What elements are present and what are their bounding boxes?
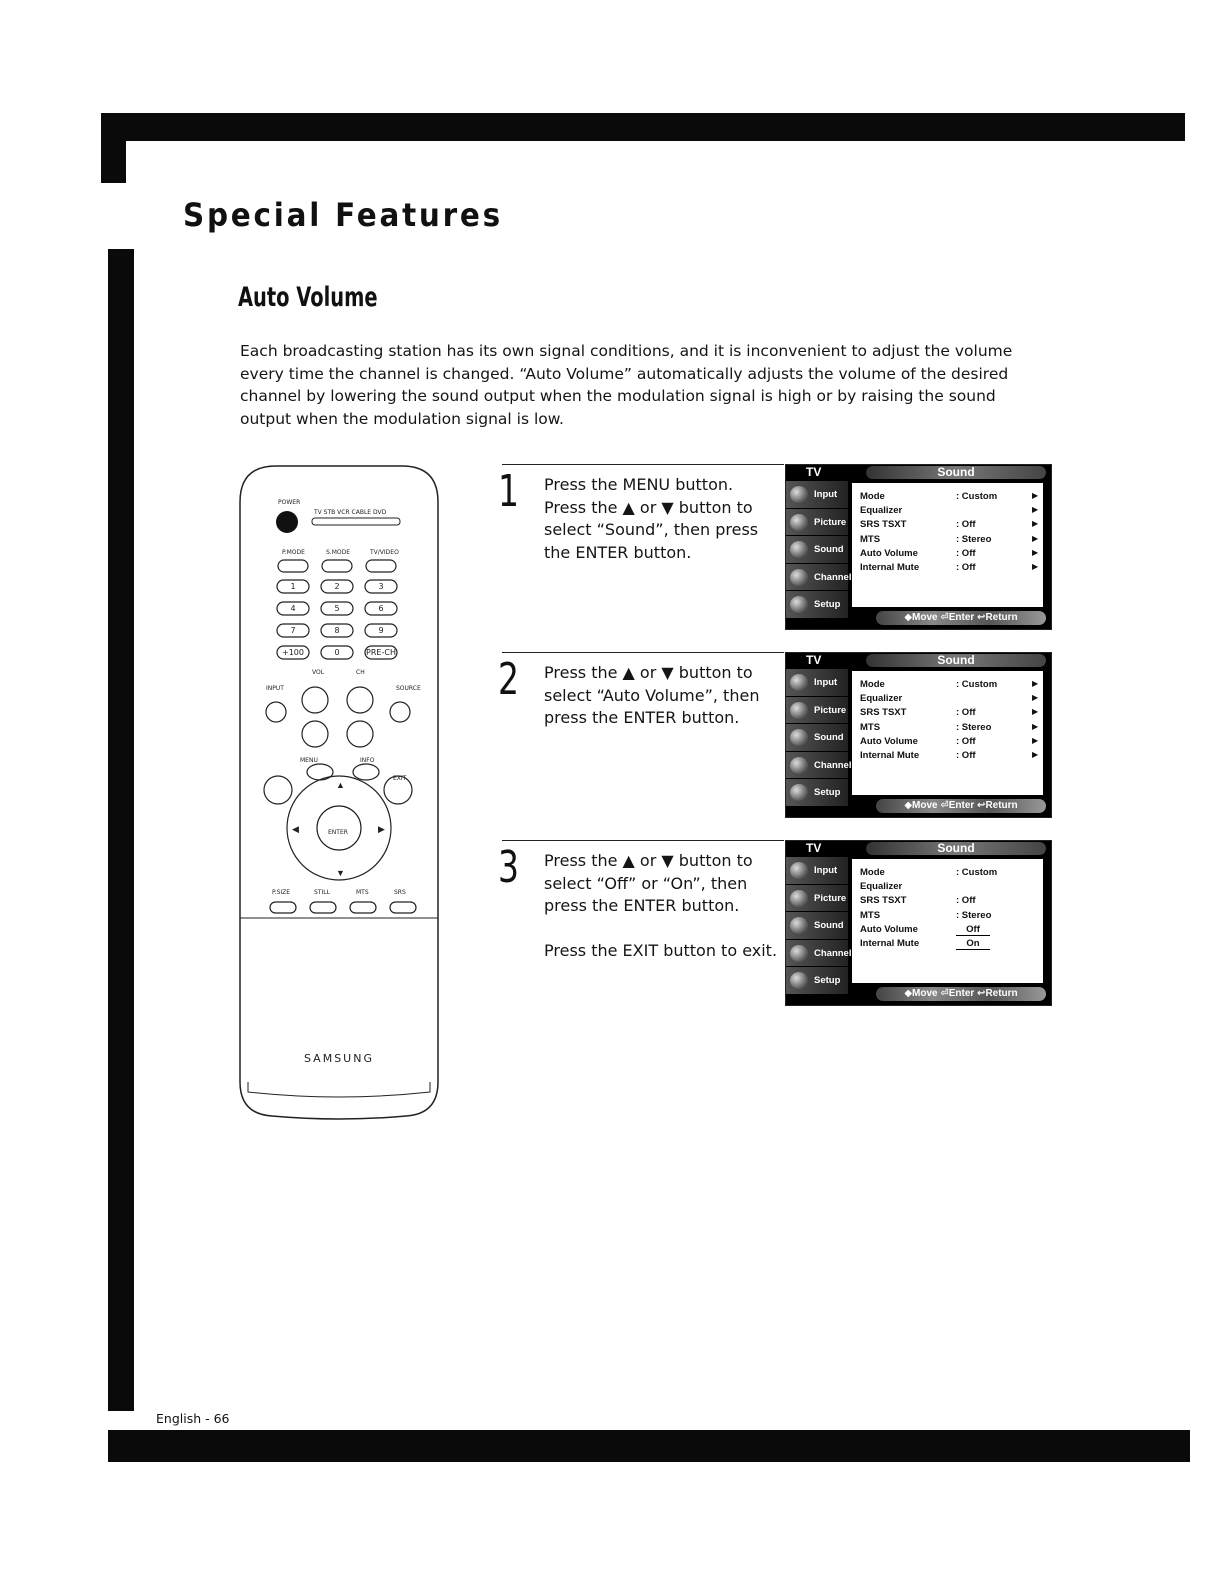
menu-label: MENU [300, 757, 318, 764]
osd-menu-sound [785, 840, 1052, 1006]
smode-label: S.MODE [326, 549, 351, 556]
source-label: SOURCE [396, 685, 421, 692]
svg-text:▶: ▶ [378, 824, 385, 834]
still-label: STILL [314, 889, 330, 896]
osd-row-value: : Off [956, 562, 976, 573]
osd-row-label: Equalizer [860, 693, 903, 705]
remote-control-illustration [236, 462, 442, 1120]
osd-row-value: : Custom [956, 491, 998, 502]
osd-panel [852, 483, 1043, 607]
number-key-label: 4 [290, 604, 296, 613]
osd-row-label: Internal Mute [860, 750, 920, 761]
osd-row[interactable] [860, 750, 1040, 764]
osd-sidebar-item-picture[interactable]: Picture [786, 885, 848, 913]
step-text [544, 474, 782, 564]
osd-row-value: : Stereo [956, 909, 992, 921]
osd-row[interactable] [860, 736, 1040, 750]
number-key-label: 7 [290, 626, 296, 635]
osd-sidebar-item-channel[interactable]: Channel [786, 564, 848, 592]
step-number: 1 [498, 466, 519, 517]
top-bar [101, 113, 1185, 141]
pmode-label: P.MODE [282, 549, 305, 556]
osd-row-arrow-icon: ▶ [1032, 679, 1039, 688]
osd-row-value: Off [956, 924, 990, 936]
osd-row[interactable] [860, 548, 1040, 562]
osd-sidebar-item-setup[interactable]: Setup [786, 967, 848, 995]
osd-row-value: : Off [956, 547, 976, 559]
osd-row-label: MTS [860, 533, 881, 545]
osd-sidebar-item-picture[interactable]: Picture [786, 509, 848, 537]
osd-title: Sound [866, 842, 1046, 855]
osd-row[interactable] [860, 693, 1040, 707]
osd-row-label: Internal Mute [860, 938, 920, 949]
section-title: Special Features [183, 196, 503, 234]
osd-row-value: : Off [956, 735, 976, 747]
step-rule [502, 464, 784, 465]
osd-row-arrow-icon: ▶ [1032, 562, 1039, 571]
psize-label: P.SIZE [272, 889, 291, 896]
intro-paragraph: Each broadcasting station has its own signal conditions, and it is inconvenient to adjust the volume every time the channel is changed. “Auto Volume” automatically adjusts the volume of the desired channel by lowering the sound output when the modulation signal is high or by raising the sound output when the modulation signal is low. [240, 342, 1013, 428]
step-line: Press the ▲ or ▼ button to select “Off” or “On”, then press the ENTER button. [544, 851, 753, 915]
osd-row-arrow-icon: ▶ [1032, 505, 1039, 515]
mode-labels: TV STB VCR CABLE DVD [314, 509, 387, 516]
number-key-label: 6 [378, 604, 384, 613]
number-key-label: 8 [334, 626, 340, 635]
osd-row-label: MTS [860, 909, 881, 921]
osd-title: Sound [866, 654, 1046, 667]
osd-panel [852, 859, 1043, 983]
osd-row[interactable] [860, 722, 1040, 736]
number-key-label: 2 [334, 582, 340, 591]
osd-row-arrow-icon: ▶ [1032, 547, 1039, 557]
osd-sidebar-item-channel[interactable]: Channel [786, 752, 848, 780]
osd-sidebar-item-input[interactable]: Input [786, 857, 848, 885]
osd-sidebar [786, 481, 852, 619]
left-tab-top [101, 113, 126, 183]
osd-row-value: : Off [956, 750, 976, 761]
osd-row-label: Equalizer [860, 505, 903, 517]
osd-menu-sound [785, 464, 1052, 630]
osd-sidebar-item-sound[interactable]: Sound [786, 912, 848, 940]
osd-row[interactable] [860, 679, 1040, 693]
step-text [544, 850, 782, 962]
exit-label: EXIT [393, 775, 407, 782]
osd-sidebar [786, 669, 852, 807]
osd-row-value: : Stereo [956, 721, 992, 733]
osd-sidebar-item-setup[interactable]: Setup [786, 779, 848, 807]
osd-row-arrow-icon: ▶ [1032, 750, 1039, 759]
osd-row-label: Equalizer [860, 881, 903, 893]
input-label: INPUT [266, 685, 284, 692]
osd-row-label: Mode [860, 867, 885, 878]
osd-row-value: : Custom [956, 679, 998, 690]
osd-row-arrow-icon: ▶ [1032, 491, 1039, 500]
svg-text:▼: ▼ [336, 868, 345, 878]
osd-tv-label: TV [806, 465, 822, 479]
number-key-label: 5 [334, 604, 340, 613]
osd-tv-label: TV [806, 653, 822, 667]
mts-label: MTS [356, 889, 369, 896]
number-key-label: 9 [378, 626, 384, 635]
info-label: INFO [360, 757, 375, 764]
number-key-label: 1 [290, 582, 296, 591]
osd-row-label: SRS TSXT [860, 895, 907, 907]
osd-row-arrow-icon: ▶ [1032, 707, 1039, 717]
step-line: Press the ▲ or ▼ button to select “Sound”, then press the ENTER button. [544, 497, 759, 562]
ch-label: CH [356, 669, 365, 676]
osd-row-value: : Stereo [956, 533, 992, 545]
tvvideo-label: TV/VIDEO [370, 549, 399, 556]
vol-label: VOL [312, 669, 325, 676]
osd-row[interactable] [860, 867, 1040, 881]
osd-row[interactable] [860, 505, 1040, 519]
step-extra: Press the EXIT button to exit. [544, 940, 778, 960]
osd-row-arrow-icon: ▶ [1032, 693, 1039, 703]
osd-footer: ◆Move ⏎Enter ↩Return [876, 987, 1046, 1001]
osd-row[interactable] [860, 562, 1040, 576]
osd-row-label: Mode [860, 679, 885, 690]
osd-row[interactable] [860, 938, 1040, 952]
osd-row-arrow-icon: ▶ [1032, 519, 1039, 529]
osd-row-value: : Off [956, 519, 976, 531]
osd-row-arrow-icon: ▶ [1032, 533, 1039, 543]
osd-row-label: SRS TSXT [860, 707, 907, 719]
osd-row-arrow-icon: ▶ [1032, 735, 1039, 745]
step-line: Press the ▲ or ▼ button to select “Auto Volume”, then press the ENTER button. [544, 663, 760, 727]
osd-sidebar-item-input[interactable]: Input [786, 669, 848, 697]
enter-label: ENTER [328, 829, 348, 836]
osd-row-arrow-icon: ▶ [1032, 721, 1039, 731]
osd-row[interactable] [860, 519, 1040, 533]
bottom-bar [108, 1430, 1190, 1462]
osd-tv-label: TV [806, 841, 822, 855]
osd-row-value: : Off [956, 707, 976, 719]
power-button[interactable] [276, 511, 298, 533]
step-rule [502, 840, 784, 841]
number-key-label: +100 [282, 648, 304, 657]
osd-sidebar-item-channel[interactable]: Channel [786, 940, 848, 968]
osd-row[interactable] [860, 924, 1040, 938]
osd-sidebar-item-input[interactable]: Input [786, 481, 848, 509]
left-side-bar [108, 249, 134, 1411]
osd-row-label: Auto Volume [860, 923, 918, 935]
osd-sidebar [786, 857, 852, 995]
osd-row[interactable] [860, 534, 1040, 548]
step-line: Press the MENU button. [544, 475, 734, 494]
topic-title: Auto Volume [238, 282, 378, 313]
step-text [544, 662, 782, 730]
osd-row[interactable] [860, 910, 1040, 924]
osd-sidebar-item-picture[interactable]: Picture [786, 697, 848, 725]
osd-row[interactable] [860, 881, 1040, 895]
power-label: POWER [278, 499, 301, 506]
number-key-label: 0 [334, 648, 340, 657]
osd-row[interactable] [860, 491, 1040, 505]
osd-row-label: MTS [860, 721, 881, 733]
svg-text:◀: ◀ [292, 824, 299, 834]
srs-label: SRS [394, 889, 406, 896]
brand-logo: SAMSUNG [304, 1052, 374, 1065]
number-key-label: 3 [378, 582, 384, 591]
osd-row-label: Auto Volume [860, 547, 918, 559]
number-key-label: PRE-CH [366, 648, 396, 657]
osd-footer: ◆Move ⏎Enter ↩Return [876, 611, 1046, 625]
svg-text:▲: ▲ [336, 780, 345, 790]
osd-panel [852, 671, 1043, 795]
osd-row-label: Auto Volume [860, 735, 918, 747]
osd-footer: ◆Move ⏎Enter ↩Return [876, 799, 1046, 813]
osd-row-label: Mode [860, 491, 885, 502]
osd-row-value: : Off [956, 895, 976, 907]
step-number: 3 [498, 842, 519, 893]
osd-row-label: SRS TSXT [860, 519, 907, 531]
osd-row[interactable] [860, 707, 1040, 721]
osd-sidebar-item-setup[interactable]: Setup [786, 591, 848, 619]
osd-sidebar-item-sound[interactable]: Sound [786, 724, 848, 752]
osd-row[interactable] [860, 895, 1040, 909]
osd-row-value: On [956, 938, 990, 950]
osd-sidebar-item-sound[interactable]: Sound [786, 536, 848, 564]
osd-title: Sound [866, 466, 1046, 479]
osd-menu-sound [785, 652, 1052, 818]
step-rule [502, 652, 784, 653]
osd-row-value: : Custom [956, 867, 998, 878]
osd-row-label: Internal Mute [860, 562, 920, 573]
page-number: English - 66 [156, 1411, 230, 1426]
step-number: 2 [498, 654, 519, 705]
